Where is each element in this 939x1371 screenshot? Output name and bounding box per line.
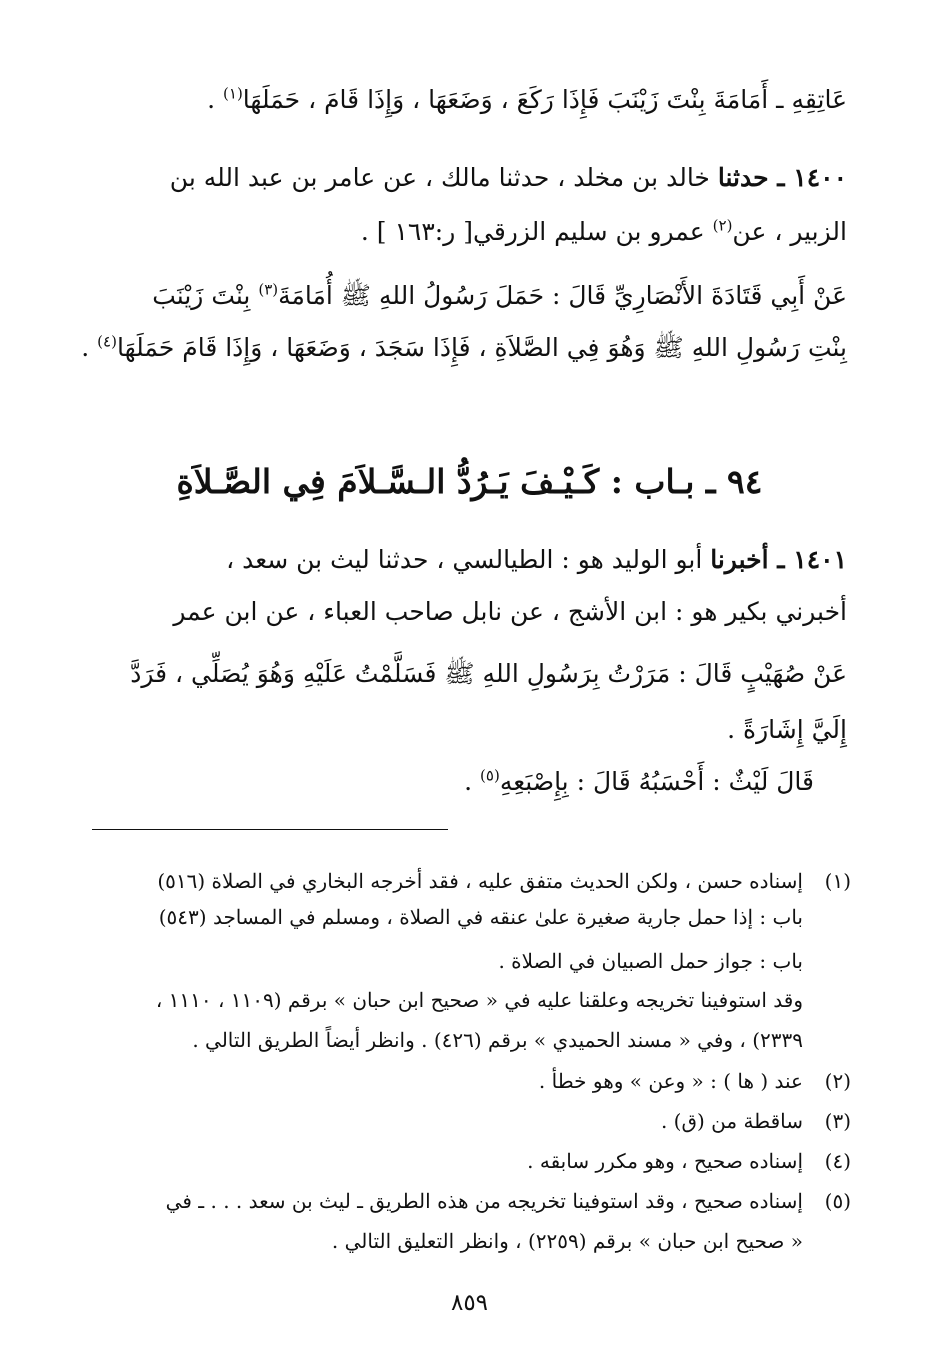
footnote-separator (92, 829, 448, 830)
hadith-number-1400: ١٤٠٠ ـ حدثنا (717, 163, 847, 192)
hadith-1401-line-5: قَالَ لَيْثٌ : أَحْسَبُهُ قَالَ : بِإِصْبَعِهِ$^{(٥)}$ . (464, 766, 814, 796)
text-line-1: عَاتِقِهِ ـ أَمَامَةَ بِنْتَ زَيْنَبَ فَإِذَا رَكَعَ ، وَضَعَهَا ، وَإِذَا قَامَ ، حَمَلَهَا$^{(١)}$ . (207, 84, 847, 114)
footnote-text: عند ( ها ) : « وعن » وهو خطأ . (538, 1069, 803, 1093)
hadith-1400-line-1: ١٤٠٠ ـ حدثنا خالد بن مخلد ، حدثنا مالك ، عن عامر بن عبد الله بن (169, 163, 847, 192)
hadith-number-1401: ١٤٠١ ـ أخبرنا (710, 545, 847, 574)
footnote-ref-1: (١) (223, 84, 243, 103)
footnote-number: (٤) (824, 1149, 851, 1173)
footnote-ref-5: (٥) (480, 766, 500, 785)
hadith-1400-line-3: عَنْ أَبِي قَتَادَةَ الأَنْصَارِيِّ قَالَ : حَمَلَ رَسُولُ اللهِ ﷺ أُمَامَةَ$^{(٣)}$ بِنْتَ زَيْنَبَ (152, 280, 847, 310)
chapter-heading: ٩٤ ـ بـاب : كَـيْـفَ يَـرُدُّ الـسَّـلاَمَ فِي الصَّـلاَةِ (176, 462, 763, 501)
hadith-1401-line-2: أخبرني بكير هو : ابن الأشج ، عن نابل صاحب العباء ، عن ابن عمر (173, 597, 847, 626)
footnote-1-line-5: ٢٣٣٩) ، وفي « مسند الحميدي » برقم (٤٢٦) . وانظر أيضاً الطريق التالي . (192, 1028, 803, 1052)
footnote-number: (٢) (824, 1069, 851, 1093)
footnote-text: إسناده صحيح ، وهو مكرر سابقه . (527, 1149, 803, 1173)
footnote-text: إسناده حسن ، ولكن الحديث متفق عليه ، فقد أخرجه البخاري في الصلاة (٥١٦) (157, 869, 803, 893)
footnote-5-line-2: « صحيح ابن حبان » برقم (٢٢٥٩) ، وانظر التعليق التالي . (331, 1229, 803, 1253)
hadith-1401-line-4: إِلَيَّ إِشَارَةً . (727, 715, 847, 744)
hadith-1401-line-1: ١٤٠١ ـ أخبرنا أبو الوليد هو : الطيالسي ، حدثنا ليث بن سعد ، (226, 545, 847, 574)
hadith-1400-line-4: بِنْتِ رَسُولِ اللهِ ﷺ وَهُوَ فِي الصَّلاَةِ ، فَإِذَا سَجَدَ ، وَضَعَهَا ، وَإِذَا قَامَ حَمَلَهَا$^{(٤)}$ . (81, 332, 847, 362)
footnote-text: ساقطة من (ق) . (660, 1109, 803, 1133)
footnote-1-line-3: باب : جواز حمل الصبيان في الصلاة . (498, 949, 803, 973)
footnote-1-line-4: وقد استوفينا تخريجه وعلقنا عليه في « صحيح ابن حبان » برقم (١١٠٩ ، ١١١٠ ، (155, 988, 803, 1012)
footnote-number: (٥) (824, 1189, 851, 1213)
footnote-number: (٣) (824, 1109, 851, 1133)
footnote-ref-4: (٤) (97, 332, 117, 351)
page-number: ٨٥٩ (450, 1290, 489, 1316)
footnote-number: (١) (824, 869, 851, 893)
hadith-1401-line-3: عَنْ صُهَيْبٍ قَالَ : مَرَرْتُ بِرَسُولِ اللهِ ﷺ فَسَلَّمْتُ عَلَيْهِ وَهُوَ يُصَلِّي ، فَرَدَّ (130, 659, 847, 688)
footnote-1-line-2: باب : إذا حمل جارية صغيرة علىٰ عنقه في الصلاة ، ومسلم في المساجد (٥٤٣) (158, 905, 803, 929)
footnote-ref-2: (٢) (712, 216, 733, 235)
hadith-1400-line-2: الزبير ، عن$^{(٢)}$ عمرو بن سليم الزرقي[ ر:١٦٣ ] . (360, 216, 847, 246)
footnote-text: إسناده صحيح ، وقد استوفينا تخريجه من هذه الطريق ـ ليث بن سعد . . . ـ في (165, 1189, 803, 1213)
footnote-ref-3: (٣) (258, 280, 279, 299)
